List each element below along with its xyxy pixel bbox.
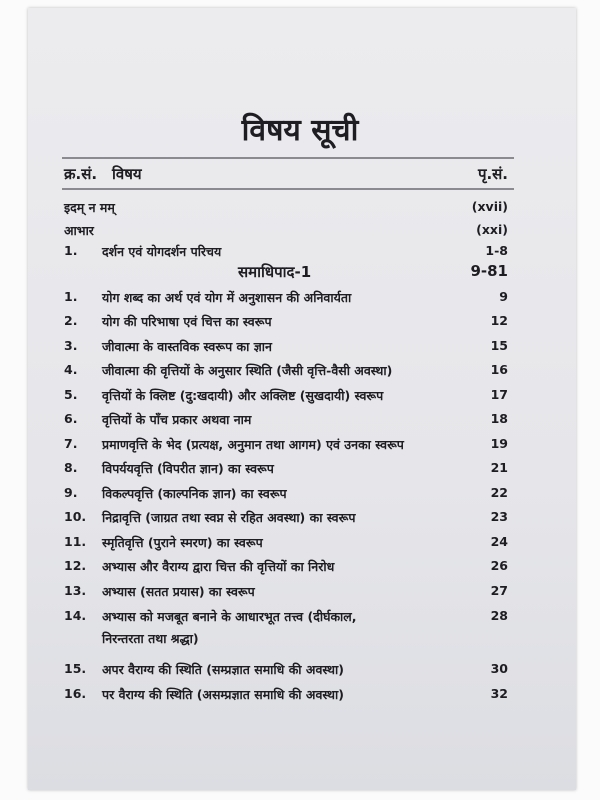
toc-row: [0, 411, 600, 433]
entry-text: जीवात्मा के वास्तविक स्वरूप का ज्ञान: [102, 339, 272, 354]
entry-text-continued: निरन्तरता तथा श्रद्धा): [102, 631, 199, 646]
entry-text: वृत्तियों के पाँच प्रकार अथवा नाम: [102, 412, 252, 427]
entry-page: 28: [490, 608, 508, 623]
toc-row: [0, 289, 600, 311]
entry-number: 4.: [64, 362, 78, 377]
toc-row: [0, 313, 600, 335]
entry-page: 26: [490, 558, 508, 573]
top-divider: [62, 157, 514, 159]
entry-text: अभ्यास को मजबूत बनाने के आधारभूत तत्त्व (दीर्घकाल,: [102, 609, 357, 624]
entry-number: 15.: [64, 661, 87, 676]
entry-page: 1-8: [485, 243, 508, 258]
toc-row: [0, 509, 600, 531]
toc-row: [0, 362, 600, 384]
toc-row: [0, 686, 600, 708]
entry-page: 22: [490, 485, 508, 500]
entry-text: इदम् न मम्: [64, 200, 115, 215]
entry-number: 8.: [64, 460, 78, 475]
toc-row: [0, 338, 600, 360]
entry-number: 1.: [64, 289, 78, 304]
entry-page: (xvii): [471, 199, 508, 214]
entry-page: 27: [490, 583, 508, 598]
entry-number: 11.: [64, 534, 87, 549]
section-heading: [0, 262, 600, 284]
entry-page: 21: [490, 460, 508, 475]
entry-text: अभ्यास (सतत प्रयास) का स्वरूप: [102, 584, 255, 599]
toc-row: [0, 199, 600, 221]
page-title: विषय सूची: [241, 113, 359, 148]
header-divider: [62, 188, 514, 190]
entry-text: योग की परिभाषा एवं चित्त का स्वरूप: [102, 314, 272, 329]
entry-text: स्मृतिवृत्ति (पुराने स्मरण) का स्वरूप: [102, 535, 263, 550]
toc-row: [0, 583, 600, 605]
entry-text: जीवात्मा की वृत्तियों के अनुसार स्थिति (जैसी वृत्ति-वैसी अवस्था): [102, 363, 393, 378]
entry-number: 1.: [64, 243, 78, 258]
entry-number: 12.: [64, 558, 87, 573]
toc-row: [0, 661, 600, 683]
entry-page: 23: [490, 509, 508, 524]
entry-text: योग शब्द का अर्थ एवं योग में अनुशासन की अनिवार्यता: [102, 290, 352, 305]
entry-page: 17: [490, 387, 508, 402]
entry-number: 10.: [64, 509, 87, 524]
entry-text: अभ्यास और वैराग्य द्वारा चित्त की वृत्तियों का निरोध: [102, 559, 335, 574]
entry-page: 32: [490, 686, 508, 701]
entry-page: 30: [490, 661, 508, 676]
entry-page: 15: [490, 338, 508, 353]
toc-row: [0, 436, 600, 458]
entry-number: 3.: [64, 338, 78, 353]
toc-row: [0, 460, 600, 482]
header-subject: विषय: [112, 165, 142, 183]
entry-number: 5.: [64, 387, 78, 402]
header-serial: क्र.सं.: [64, 165, 98, 183]
entry-page: 24: [490, 534, 508, 549]
entry-page: 19: [490, 436, 508, 451]
entry-page: 12: [490, 313, 508, 328]
entry-page: 16: [490, 362, 508, 377]
toc-row: [0, 558, 600, 580]
section-title: समाधिपाद-1: [238, 263, 312, 281]
entry-text: निद्रावृत्ति (जाग्रत तथा स्वप्न से रहित अवस्था) का स्वरूप: [102, 510, 356, 525]
entry-text: पर वैराग्य की स्थिति (असम्प्रज्ञात समाधि की अवस्था): [102, 687, 344, 702]
entry-page: (xxi): [476, 222, 508, 237]
entry-number: 2.: [64, 313, 78, 328]
entry-number: 16.: [64, 686, 87, 701]
entry-text: प्रमाणवृत्ति के भेद (प्रत्यक्ष, अनुमान तथा आगम) एवं उनका स्वरूप: [102, 437, 404, 452]
header-page: पृ.सं.: [477, 165, 508, 183]
entry-page: 18: [490, 411, 508, 426]
toc-row: [0, 387, 600, 409]
toc-row: [0, 222, 600, 244]
entry-text: अपर वैराग्य की स्थिति (सम्प्रज्ञात समाधि की अवस्था): [102, 662, 344, 677]
entry-text: वृत्तियों के क्लिष्ट (दु:खदायी) और अक्लिष्ट (सुखदायी) स्वरूप: [102, 388, 384, 403]
toc-row: [0, 534, 600, 556]
entry-text: दर्शन एवं योगदर्शन परिचय: [102, 244, 222, 259]
entry-number: 14.: [64, 608, 87, 623]
section-pages: 9-81: [470, 262, 508, 280]
entry-number: 7.: [64, 436, 78, 451]
toc-row: [0, 608, 600, 646]
entry-page: 9: [499, 289, 508, 304]
entry-number: 9.: [64, 485, 78, 500]
entry-text: विकल्पवृत्ति (काल्पनिक ज्ञान) का स्वरूप: [102, 486, 287, 501]
entry-text: विपर्ययवृत्ति (विपरीत ज्ञान) का स्वरूप: [102, 461, 274, 476]
entry-number: 6.: [64, 411, 78, 426]
entry-text: आभार: [64, 223, 94, 238]
entry-number: 13.: [64, 583, 87, 598]
toc-row: [0, 485, 600, 507]
